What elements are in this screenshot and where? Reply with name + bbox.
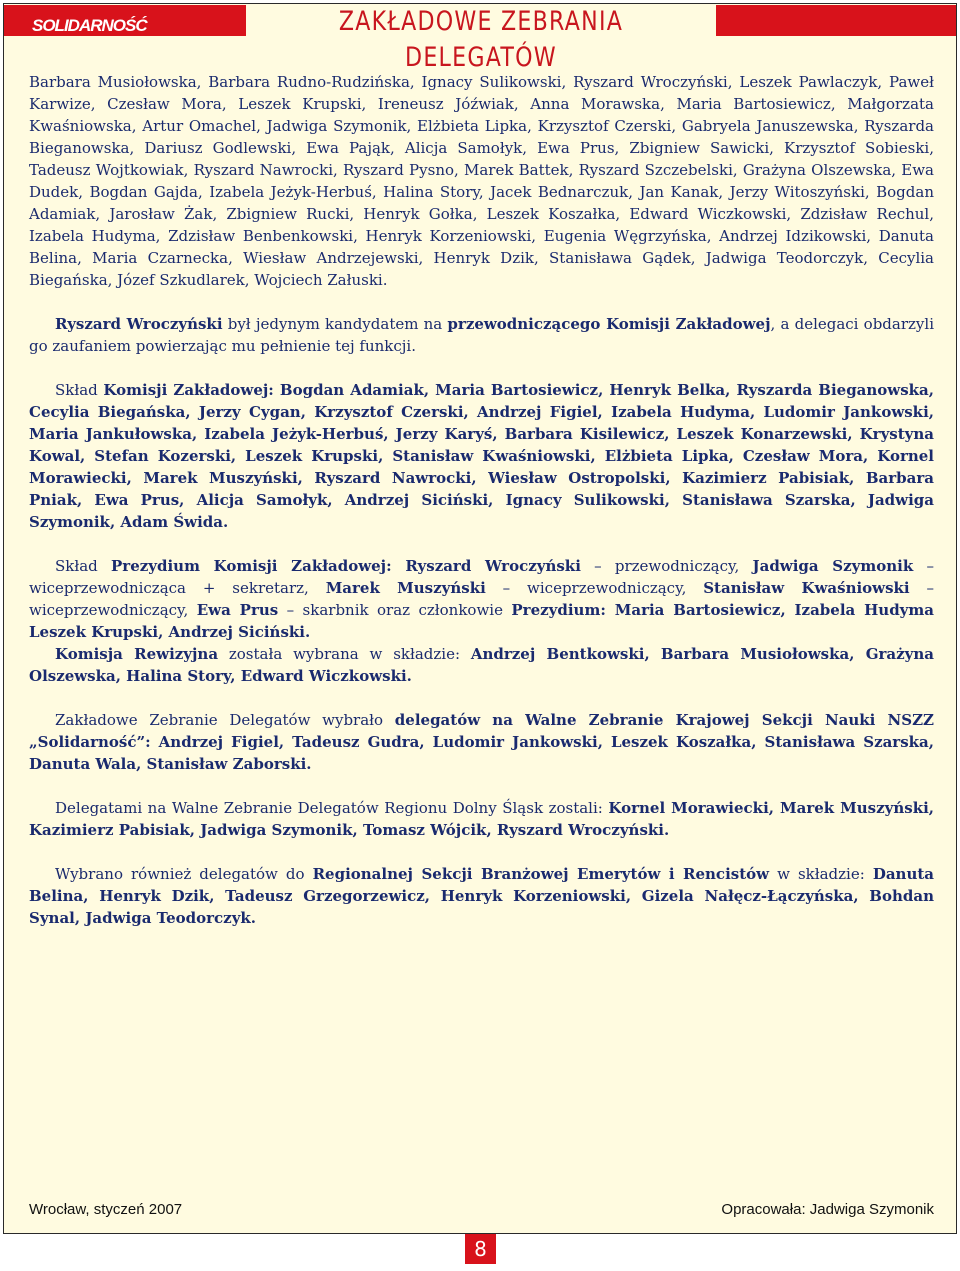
page-title: ZAKŁADOWE ZEBRANIA DELEGATÓW xyxy=(338,6,624,73)
bold-text: delegatów na Walne Zebranie Krajowej Sekcji Nauki NSZZ „Solidarność”: Andrzej Figiel, Tadeusz Gudra, Ludomir Jankowski, Leszek Koszałka, Stanisława Szarska, Danuta Wala, Stanisław Zaborski. xyxy=(29,711,934,773)
page-number: 8 xyxy=(465,1234,496,1264)
bold-text: Komisji Zakładowej: Bogdan Adamiak, Maria Bartosiewicz, Henryk Belka, Ryszarda Bieganowska, Cecylia Biegańska, Jerzy Cygan, Krzysztof Czerski, Andrzej Figiel, Izabela Hudyma, Ludomir Jankowski, Maria Jankułowska, Izabela Jeżyk-Herbuś, Jerzy Karyś, Barbara Kisilewicz, Leszek Konarzewski, Krystyna Kowal, Stefan Kozerski, Leszek Krupski, Stanisław Kwaśniowski, Elżbieta Lipka, Czesław Mora, Kornel Morawiecki, Marek Muszyński, Ryszard Nawrocki, Wiesław Ostropolski, Kazimierz Pabisiak, Barbara Pniak, Ewa Prus, Alicja Samołyk, Andrzej Siciński, Ignacy Sulikowski, Stanisława Szarska, Jadwiga Szymonik, Adam Świda. xyxy=(29,381,934,531)
text: – wiceprzewodniczący, xyxy=(29,579,935,619)
bold-text: Danuta Belina, Henryk Dzik, Tadeusz Grzegorzewicz, Henryk Korzeniowski, Gizela Nałęcz-Łączyńska, Bohdan Synal, Jadwiga Teodorczyk. xyxy=(29,865,934,927)
text: – skarbnik oraz członkowie xyxy=(278,601,512,619)
text: została wybrana w składzie: xyxy=(218,645,471,663)
paragraph xyxy=(29,71,934,291)
bold-text: Prezydium: Maria Bartosiewicz, Izabela Hudyma Leszek Krupski, Andrzej Siciński. xyxy=(29,601,934,641)
text: – wiceprzewodniczący, xyxy=(485,579,704,597)
article-body xyxy=(29,71,934,929)
footer-place-date: Wrocław, styczeń 2007 xyxy=(29,1201,183,1218)
text: Skład xyxy=(55,381,104,399)
header-bar-left xyxy=(4,5,246,36)
bold-text: Komisja Rewizyjna xyxy=(55,645,219,663)
text: , a delegaci obdarzyli go zaufaniem powierzając mu pełnienie tej funkcji. xyxy=(29,315,934,355)
paragraph xyxy=(29,313,934,357)
footer-author: Opracowała: Jadwiga Szymonik xyxy=(721,1201,934,1218)
text: Zakładowe Zebranie Delegatów wybrało xyxy=(55,711,395,729)
text: – przewodniczący, xyxy=(580,557,753,575)
paragraph xyxy=(29,643,934,687)
bold-text: Regionalnej Sekcji Branżowej Emerytów i Rencistów xyxy=(312,865,770,883)
bold-text: przewodniczącego Komisji Zakładowej xyxy=(447,315,771,333)
bold-text: Kornel Morawiecki, Marek Muszyński, Kazimierz Pabisiak, Jadwiga Szymonik, Tomasz Wójcik, Ryszard Wroczyński. xyxy=(29,799,935,839)
bold-text: Stanisław Kwaśniowski xyxy=(703,579,910,597)
bold-text: Marek Muszyński xyxy=(325,579,486,597)
header-bar-right xyxy=(716,5,956,36)
paragraph xyxy=(29,797,934,841)
paragraph xyxy=(29,555,934,643)
text: Delegatami na Walne Zebranie Delegatów Regionu Dolny Śląsk zostali: xyxy=(55,799,609,817)
paragraph xyxy=(29,863,934,929)
solidarnosc-logo: SOLIDARNOŚĆ xyxy=(32,16,147,35)
bold-text: Andrzej Bentkowski, Barbara Musiołowska, Grażyna Olszewska, Halina Story, Edward Wiczkowski. xyxy=(29,645,935,685)
text: w składzie: xyxy=(769,865,873,883)
text: Wybrano również delegatów do xyxy=(55,865,313,883)
bold-text: Jadwiga Szymonik xyxy=(752,557,914,575)
bold-text: Prezydium Komisji Zakładowej: Ryszard Wroczyński xyxy=(111,557,581,575)
text: był jedynym kandydatem na xyxy=(222,315,448,333)
paragraph xyxy=(29,709,934,775)
text: – wiceprzewodnicząca + sekretarz, xyxy=(29,557,935,597)
bold-text: Ryszard Wroczyński xyxy=(55,315,223,333)
bold-text: Ewa Prus xyxy=(196,601,279,619)
text: Skład xyxy=(55,557,112,575)
text: Barbara Musiołowska, Barbara Rudno-Rudzińska, Ignacy Sulikowski, Ryszard Wroczyński, Leszek Pawlaczyk, Paweł Karwize, Czesław Mora, Leszek Krupski, Ireneusz Jóźwiak, Anna Morawska, Maria Bartosiewicz, Małgorzata Kwaśniowska, Artur Omachel, Jadwiga Szymonik, Elżbieta Lipka, Krzysztof Czerski, Gabryela Januszewska, Ryszarda Bieganowska, Dariusz Godlewski, Ewa Pająk, Alicja Samołyk, Ewa Prus, Zbigniew Sawicki, Krzysztof Sobieski, Tadeusz Wojtkowiak, Ryszard Nawrocki, Ryszard Pysno, Marek Battek, Ryszard Szczebelski, Grażyna Olszewska, Ewa Dudek, Bogdan Gajda, Izabela Jeżyk-Herbuś, Halina Story, Jacek Bednarczuk, Jan Kanak, Jerzy Witoszyński, Bogdan Adamiak, Jarosław Żak, Zbigniew Rucki, Henryk Gołka, Leszek Koszałka, Edward Wiczkowski, Zdzisław Rechul, Izabela Hudyma, Zdzisław Benbenkowski, Henryk Korzeniowski, Eugenia Węgrzyńska, Andrzej Idzikowski, Danuta Belina, Maria Czarnecka, Wiesław Andrzejewski, Henryk Dzik, Stanisława Gądek, Jadwiga Teodorczyk, Cecylia Biegańska, Józef Szkudlarek, Wojciech Załuski. xyxy=(29,73,934,289)
paragraph xyxy=(29,379,934,533)
